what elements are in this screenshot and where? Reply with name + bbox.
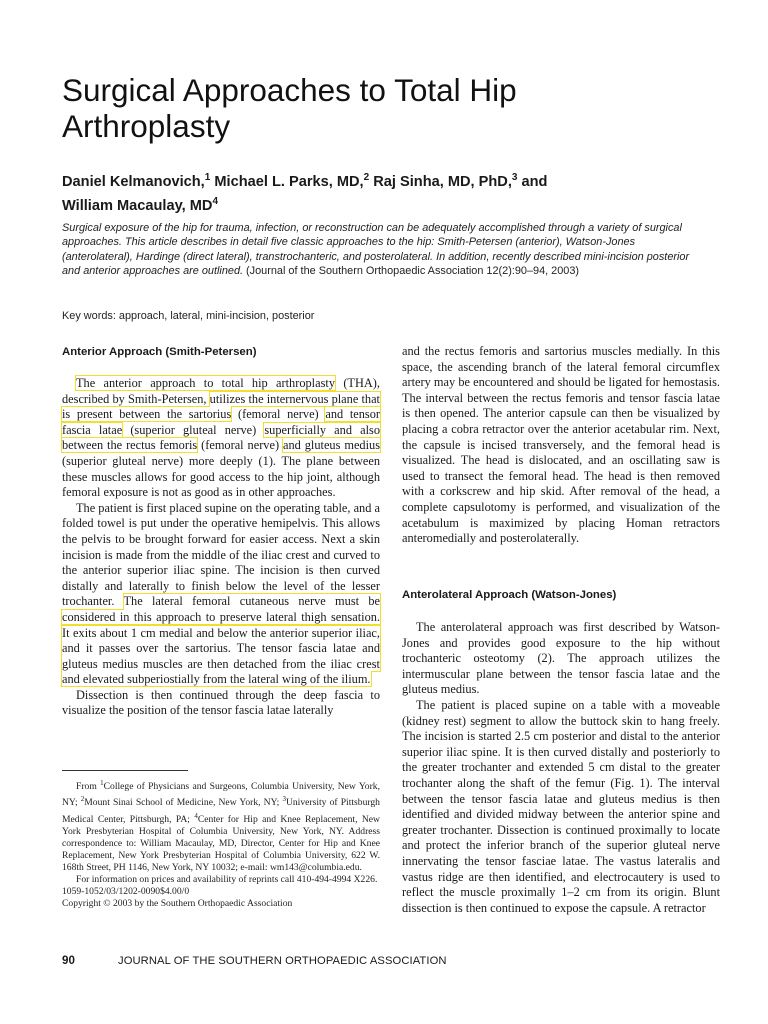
paragraph-anterolateral-1: The anterolateral approach was first described by Watson-Jones and provides good exposure to the hip without trochanteric osteotomy (2). The approach utilizes the intermuscular plane between the tensor fascia latae and the gluteus medius. xyxy=(402,620,720,697)
author-1: Daniel Kelmanovich, xyxy=(62,173,205,190)
author-2-affiliation: 2 xyxy=(363,172,370,183)
paragraph-anterolateral-2: The patient is placed supine on a table with a moveable (kidney rest) segment to allow the buttock skin to hang freely. The incision is started 2.5 cm posterior and distal to the anterior superior iliac spine. It is then curved distally and posteriorly to the greater trochanter and extended 5 cm distal to the greater trochanter along the shaft of the femur (Fig. 1). The interval between the tensor fascia latae and gluteus medius is then identified and divided midway between the anterior spine and greater trochanter. Dissection is continued proximally to locate and protect the inferior branch of the superior gluteal nerve innervating the tensor fasciae latae. The vastus lateralis and vastus ridge are then identified, and electrocautery is used to reflect the muscle proximally 1–2 cm from its origin. Blunt dissection is then continued to expose the capsule. A retractor xyxy=(402,697,720,915)
author-list xyxy=(62,168,682,216)
footnote-text: Center for Hip and Knee Replacement, New York Presbyterian Hospital of Columbia University, New York, NY. Address correspondence to: William Macaulay, MD, Director, Center for Hip and Knee Replacement, New York Presbyterian Hospital of Columbia University, 622 W. 168th Street, PH 1146, New York, NY 10032; e-mail: wm143@columbia.edu. xyxy=(62,813,380,874)
article-title-line-2: Arthroplasty xyxy=(62,108,231,144)
right-column xyxy=(402,344,720,547)
highlighted-text: The lateral femoral cutaneous nerve must be considered in this approach to preserve lateral thigh sensation. xyxy=(62,594,380,624)
footnote xyxy=(62,777,380,911)
footnote-text: Mount Sinai School of Medicine, New York, NY; xyxy=(84,797,283,809)
paragraph-anterior-2 xyxy=(62,501,380,688)
footnote-text: University of Pittsburgh Medical Center, Pittsburgh, PA; xyxy=(62,797,380,825)
paragraph-anterior-4: and the rectus femoris and sartorius muscles medially. In this space, the ascending branch of the lateral femoral circumflex artery may be encountered and should be ligated for hemostasis. The interval between the rectus femoris and tensor fascia latae is then opened. The anterior capsule can then be visualized by placing a cobra retractor over the anterior acetabular rim. Next, the capsule is incised transversely, and the femoral head is visualized. The head is dislocated, and an oscillating saw is used to transect the femoral head. The head is then removed with a corkscrew and hip skid. After removal of the head, a complete capsulotomy is performed, and visualization of the acetabulum is maximized by placing Homan retractors anteromedially and posterolaterally. xyxy=(402,344,720,546)
left-column xyxy=(62,376,380,719)
body-text: (superior gluteal nerve) more deeply (1). The plane between these muscles allows for good access to the hip joint, although femoral exposure is not as good as in other approaches. xyxy=(62,453,380,500)
highlighted-text: It exits about 1 cm medial and below the anterior superior iliac, and it passes over the sartorius. The tensor fascia latae and gluteus medius muscles are then detached from the iliac crest and elevated subperiostially from the lateral wing of the ilium. xyxy=(62,625,380,687)
footnote-marker: 2 xyxy=(80,795,85,804)
right-column-anterolateral xyxy=(402,620,720,916)
section-heading-anterior: Anterior Approach (Smith-Petersen) xyxy=(62,346,257,358)
author-1-affiliation: 1 xyxy=(204,172,211,183)
body-text: (THA), described by Smith-Petersen, xyxy=(62,376,380,406)
author-2: Michael L. Parks, MD, xyxy=(210,173,364,190)
abstract-citation: (Journal of the Southern Orthopaedic Association 12(2):90–94, 2003) xyxy=(243,265,580,278)
author-4: William Macaulay, MD xyxy=(62,197,213,214)
footnote-marker: 3 xyxy=(282,795,286,804)
footnote-marker: 1 xyxy=(100,779,104,787)
footnote-affiliations xyxy=(62,777,380,874)
abstract xyxy=(62,221,708,279)
highlighted-text: and tensor fascia latae xyxy=(62,407,381,437)
author-3: Raj Sinha, MD, PhD, xyxy=(369,173,512,190)
body-text: (femoral nerve) xyxy=(197,438,283,453)
section-heading-anterolateral: Anterolateral Approach (Watson-Jones) xyxy=(402,589,617,601)
paragraph-anterior-3: Dissection is then continued through the deep fascia to visualize the position of the tensor fascia latae laterally xyxy=(62,687,380,718)
paragraph-anterior-1 xyxy=(62,376,380,501)
author-4-affiliation: 4 xyxy=(212,195,219,207)
body-text: (superior gluteal nerve) xyxy=(122,422,265,437)
highlighted-text: utilizes the internervous plane that is present between the sartorius xyxy=(62,391,380,422)
body-text: (femoral nerve) xyxy=(231,407,326,422)
keywords: Key words: approach, lateral, mini-incision, posterior xyxy=(62,310,315,322)
author-3-affiliation: 3 xyxy=(511,172,518,183)
footnote-text: From xyxy=(76,781,101,793)
journal-name: JOURNAL OF THE SOUTHERN ORTHOPAEDIC ASSOCIATION xyxy=(118,955,447,967)
footnote-code: 1059-1052/03/1202-0090$4.00/0 xyxy=(62,886,190,898)
highlighted-text: and gluteus medius xyxy=(283,438,380,453)
highlighted-text: The anterior approach to total hip arthroplasty xyxy=(76,376,335,390)
highlighted-text: superficially and also between the rectus femoris xyxy=(62,422,380,453)
abstract-text: Surgical exposure of the hip for trauma, infection, or reconstruction can be adequately accomplished through a variety of surgical approaches. This article describes in detail five classic approaches to the hip: Smith-Petersen (anterior), Watson-Jones (anterolateral), Hardinge (direct lateral), transtrochanteric, and posterolateral. In addition, recently described mini-incision posterior and anterior approaches are outlined. xyxy=(62,222,690,278)
article-title xyxy=(62,72,702,144)
body-text: The patient is first placed supine on the operating table, and a folded towel is put under the operative hemipelvis. This allows the pelvis to be brought forward for easier access. Next a skin incision is made from the middle of the iliac crest and curved to the anterior superior iliac spine. The incision is then curved distally and laterally to finish below the level of the lesser trochanter. xyxy=(62,500,380,609)
footnote-text: College of Physicians and Surgeons, Columbia University, New York, NY; xyxy=(62,781,380,809)
footnote-rule xyxy=(62,770,188,771)
footnote-marker: 4 xyxy=(194,811,198,820)
article-title-line-1: Surgical Approaches to Total Hip xyxy=(62,72,517,108)
author-conjunction: and xyxy=(517,173,548,190)
page-number: 90 xyxy=(62,954,75,967)
footnote-copyright: Copyright © 2003 by the Southern Orthopaedic Association xyxy=(62,898,293,910)
footnote-reprints: For information on prices and availability of reprints call 410-494-4994 X226. xyxy=(76,874,378,886)
